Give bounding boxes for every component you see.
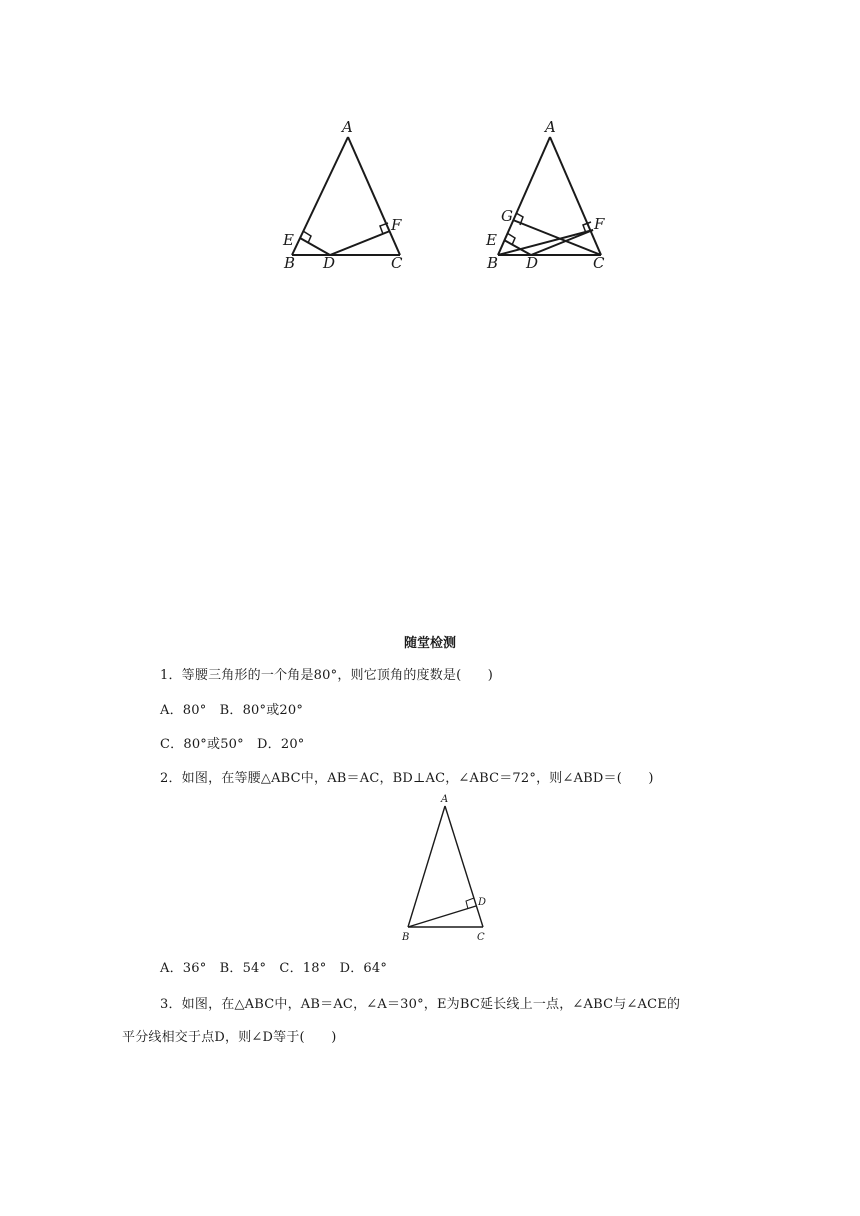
label-G: G	[501, 207, 513, 225]
question-3-stem-line-1: 3．如图，在△ABC中，AB＝AC，∠A＝30°，E为BC延长线上一点，∠ABC与∠ACE的	[160, 997, 681, 1012]
label-A: A	[441, 794, 449, 805]
question-3-stem-line-2: 平分线相交于点D，则∠D等于( )	[122, 1030, 337, 1045]
label-E: E	[283, 231, 294, 249]
segment-AC	[445, 806, 483, 927]
label-D: D	[526, 254, 539, 272]
label-B: B	[402, 932, 410, 943]
segment-BD	[408, 906, 476, 927]
question-2-options: A．36° B．54° C．18° D．64°	[160, 961, 388, 976]
label-B: B	[487, 254, 499, 272]
label-E: E	[486, 231, 497, 249]
segment-DE	[300, 238, 330, 255]
label-D: D	[478, 897, 487, 908]
figure-triangle-3	[395, 792, 505, 948]
question-1-stem: 1．等腰三角形的一个角是80°，则它顶角的度数是( )	[160, 668, 494, 683]
section-title: 随堂检测	[403, 636, 456, 651]
figure-triangle-1	[270, 110, 430, 280]
label-D: D	[323, 254, 336, 272]
label-F: F	[391, 216, 402, 234]
label-F: F	[594, 215, 605, 233]
label-C: C	[477, 932, 485, 943]
question-1-options-ab: A．80° B．80°或20°	[160, 703, 304, 718]
segment-AB	[498, 137, 550, 255]
label-C: C	[391, 254, 403, 272]
segment-AB	[408, 806, 445, 927]
question-1-options-cd: C．80°或50° D．20°	[160, 737, 305, 752]
segment-DF	[531, 230, 593, 255]
segment-DF	[330, 231, 390, 255]
figure-triangle-2	[475, 110, 635, 280]
label-C: C	[593, 254, 605, 272]
label-A: A	[545, 118, 556, 136]
label-B: B	[284, 254, 296, 272]
label-A: A	[342, 118, 353, 136]
question-2-stem: 2．如图，在等腰△ABC中，AB＝AC，BD⊥AC，∠ABC＝72°，则∠ABD＝( )	[160, 771, 654, 786]
